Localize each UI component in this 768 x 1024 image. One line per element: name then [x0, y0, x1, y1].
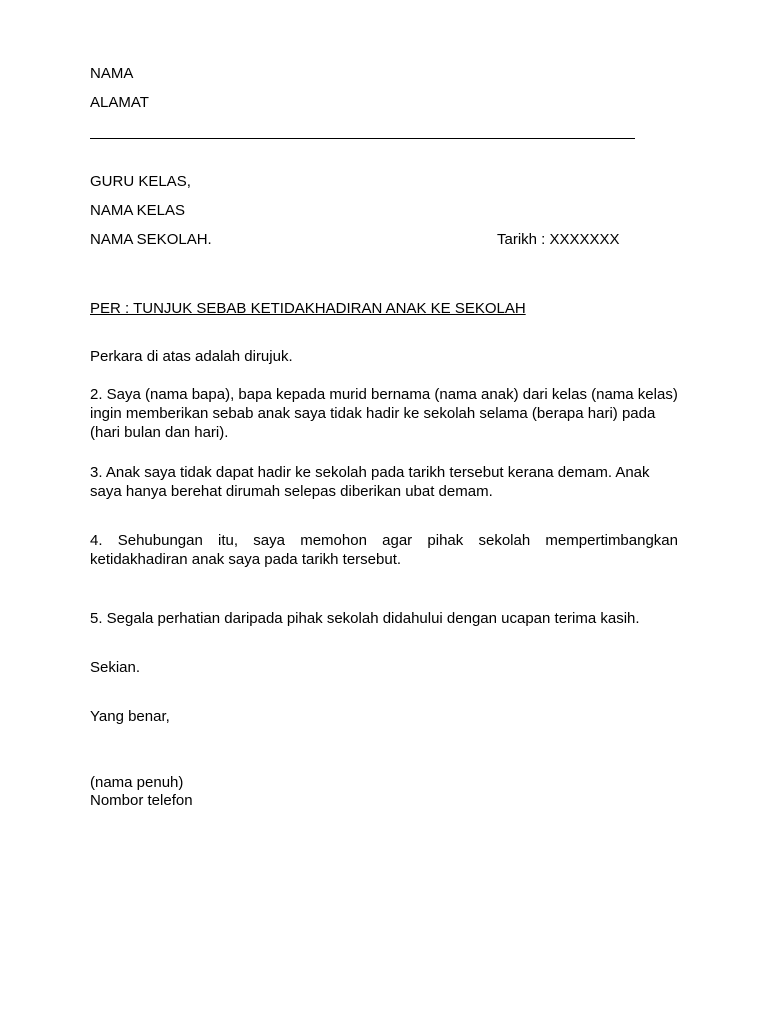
- separator-line: [90, 138, 635, 139]
- sender-name: NAMA: [90, 65, 134, 82]
- recipient-class: NAMA KELAS: [90, 202, 186, 219]
- closing-yang-benar: Yang benar,: [90, 708, 170, 725]
- closing-sekian: Sekian.: [90, 659, 141, 676]
- signatory-name: (nama penuh): [90, 774, 184, 791]
- signatory-phone: Nombor telefon: [90, 792, 193, 809]
- paragraph-2: 2. Saya (nama bapa), bapa kepada murid bernama (nama anak) dari kelas (nama kelas) ingin memberikan sebab anak saya tidak hadir ke sekolah selama (berapa hari) pada (hari bulan dan hari).: [90, 386, 678, 441]
- recipient-title: GURU KELAS,: [90, 173, 191, 190]
- sender-address: ALAMAT: [90, 94, 149, 111]
- paragraph-4: 4. Sehubungan itu, saya memohon agar pihak sekolah mempertimbangkan ketidakhadiran anak saya pada tarikh tersebut.: [90, 532, 678, 568]
- paragraph-1: Perkara di atas adalah dirujuk.: [90, 348, 293, 365]
- recipient-school: NAMA SEKOLAH.: [90, 231, 212, 248]
- subject-line: PER : TUNJUK SEBAB KETIDAKHADIRAN ANAK KE SEKOLAH: [90, 300, 526, 317]
- paragraph-3: 3. Anak saya tidak dapat hadir ke sekolah pada tarikh tersebut kerana demam. Anak saya hanya berehat dirumah selepas diberikan ubat demam.: [90, 464, 650, 500]
- date-label: Tarikh : XXXXXXX: [497, 231, 620, 248]
- paragraph-5: 5. Segala perhatian daripada pihak sekolah didahului dengan ucapan terima kasih.: [90, 610, 640, 627]
